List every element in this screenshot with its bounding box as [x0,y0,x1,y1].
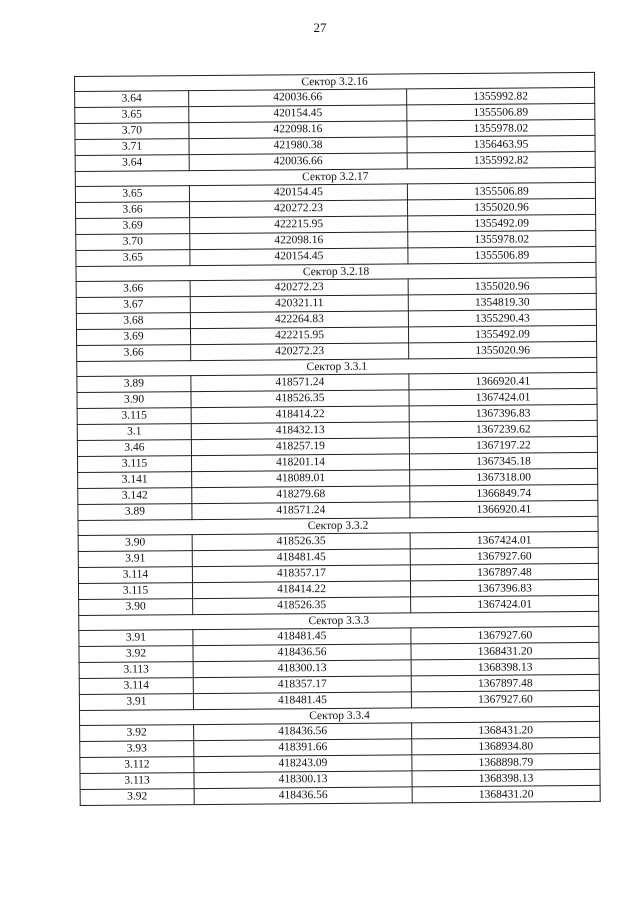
x-coordinate-cell: 420154.45 [189,184,407,202]
x-coordinate-cell: 422215.95 [190,216,408,234]
x-coordinate-cell: 418432.13 [191,422,409,440]
sector-title: Сектор 3.2.16 [75,72,595,91]
x-coordinate-cell: 418436.56 [193,644,411,662]
point-number-cell: 3.64 [75,91,189,108]
x-coordinate-cell: 420272.23 [191,343,409,361]
x-coordinate-cell: 418571.24 [191,374,409,392]
coordinates-table-body [75,72,601,805]
x-coordinate-cell: 420154.45 [189,105,407,123]
point-number-cell: 3.1 [77,424,191,441]
point-number-cell: 3.142 [78,488,192,505]
sector-title: Сектор 3.3.4 [79,706,599,725]
point-number-cell: 3.71 [75,139,189,156]
point-number-cell: 3.92 [80,725,194,742]
point-number-cell: 3.115 [78,583,192,600]
y-coordinate-cell: 1354819.30 [408,293,596,310]
y-coordinate-cell: 1366920.41 [409,372,597,389]
point-number-cell: 3.66 [76,281,190,298]
table-row [80,785,600,805]
point-number-cell: 3.70 [76,234,190,251]
y-coordinate-cell: 1367239.62 [409,420,597,437]
x-coordinate-cell: 418481.45 [192,549,410,567]
y-coordinate-cell: 1355020.96 [408,277,596,294]
y-coordinate-cell: 1367897.48 [410,563,598,580]
point-number-cell: 3.68 [76,313,190,330]
x-coordinate-cell: 418201.14 [191,454,409,472]
y-coordinate-cell: 1367197.22 [409,436,597,453]
point-number-cell: 3.91 [79,694,193,711]
y-coordinate-cell: 1355978.02 [408,230,596,247]
point-number-cell: 3.90 [77,392,191,409]
y-coordinate-cell: 1368398.13 [412,769,600,786]
y-coordinate-cell: 1355020.96 [409,341,597,358]
x-coordinate-cell: 418414.22 [192,581,410,599]
x-coordinate-cell: 418481.45 [193,628,411,646]
point-number-cell: 3.69 [76,218,190,235]
point-number-cell: 3.89 [77,376,191,393]
x-coordinate-cell: 418526.35 [192,533,410,551]
point-number-cell: 3.66 [75,202,189,219]
y-coordinate-cell: 1368431.20 [412,721,600,738]
point-number-cell: 3.64 [75,155,189,172]
point-number-cell: 3.115 [77,408,191,425]
point-number-cell: 3.69 [76,329,190,346]
y-coordinate-cell: 1355506.89 [407,103,595,120]
point-number-cell: 3.67 [76,297,190,314]
y-coordinate-cell: 1355020.96 [407,198,595,215]
y-coordinate-cell: 1367396.83 [410,579,598,596]
coordinates-table [74,72,601,806]
y-coordinate-cell: 1368398.13 [411,658,599,675]
x-coordinate-cell: 420272.23 [189,200,407,218]
x-coordinate-cell: 422098.16 [190,232,408,250]
y-coordinate-cell: 1367927.60 [411,690,599,707]
x-coordinate-cell: 418414.22 [191,406,409,424]
x-coordinate-cell: 418243.09 [194,755,412,773]
point-number-cell: 3.112 [80,757,194,774]
y-coordinate-cell: 1367424.01 [409,388,597,405]
point-number-cell: 3.90 [78,535,192,552]
sector-title: Сектор 3.2.17 [75,167,595,186]
x-coordinate-cell: 418257.19 [191,438,409,456]
point-number-cell: 3.113 [79,662,193,679]
y-coordinate-cell: 1367396.83 [409,404,597,421]
x-coordinate-cell: 421980.38 [189,137,407,155]
y-coordinate-cell: 1366920.41 [410,500,598,517]
x-coordinate-cell: 418300.13 [193,660,411,678]
sector-title: Сектор 3.3.1 [77,357,597,376]
point-number-cell: 3.70 [75,123,189,140]
y-coordinate-cell: 1355992.82 [407,87,595,104]
x-coordinate-cell: 418391.66 [194,739,412,757]
y-coordinate-cell: 1367927.60 [410,547,598,564]
x-coordinate-cell: 418279.68 [192,486,410,504]
y-coordinate-cell: 1355492.09 [408,214,596,231]
x-coordinate-cell: 420036.66 [189,153,407,171]
x-coordinate-cell: 422264.83 [190,311,408,329]
sector-title: Сектор 3.3.2 [78,516,598,535]
point-number-cell: 3.115 [77,456,191,473]
point-number-cell: 3.91 [78,551,192,568]
y-coordinate-cell: 1368934.80 [412,737,600,754]
x-coordinate-cell: 418526.35 [191,390,409,408]
point-number-cell: 3.65 [75,186,189,203]
x-coordinate-cell: 418357.17 [193,676,411,694]
point-number-cell: 3.66 [77,345,191,362]
point-number-cell: 3.46 [77,440,191,457]
y-coordinate-cell: 1368431.20 [411,642,599,659]
x-coordinate-cell: 422215.95 [190,327,408,345]
x-coordinate-cell: 418526.35 [193,597,411,615]
point-number-cell: 3.92 [79,646,193,663]
x-coordinate-cell: 418436.56 [194,787,412,805]
point-number-cell: 3.65 [75,107,189,124]
point-number-cell: 3.93 [80,741,194,758]
point-number-cell: 3.89 [78,504,192,521]
point-number-cell: 3.91 [79,630,193,647]
x-coordinate-cell: 418357.17 [192,565,410,583]
y-coordinate-cell: 1355506.89 [407,182,595,199]
y-coordinate-cell: 1367424.01 [411,595,599,612]
point-number-cell: 3.113 [80,773,194,790]
sector-title: Сектор 3.2.18 [76,262,596,281]
y-coordinate-cell: 1367424.01 [410,531,598,548]
point-number-cell: 3.92 [80,789,194,806]
point-number-cell: 3.65 [76,250,190,267]
x-coordinate-cell: 420321.11 [190,295,408,313]
y-coordinate-cell: 1356463.95 [407,135,595,152]
point-number-cell: 3.90 [79,599,193,616]
point-number-cell: 3.114 [78,567,192,584]
y-coordinate-cell: 1367318.00 [410,468,598,485]
point-number-cell: 3.141 [78,472,192,489]
x-coordinate-cell: 418481.45 [193,692,411,710]
y-coordinate-cell: 1355978.02 [407,119,595,136]
y-coordinate-cell: 1367897.48 [411,674,599,691]
x-coordinate-cell: 418300.13 [194,771,412,789]
x-coordinate-cell: 420036.66 [189,89,407,107]
x-coordinate-cell: 418571.24 [192,502,410,520]
y-coordinate-cell: 1368898.79 [412,753,600,770]
y-coordinate-cell: 1355290.43 [408,309,596,326]
y-coordinate-cell: 1367345.18 [409,452,597,469]
y-coordinate-cell: 1355506.89 [408,246,596,263]
y-coordinate-cell: 1367927.60 [411,626,599,643]
x-coordinate-cell: 420272.23 [190,279,408,297]
x-coordinate-cell: 418089.01 [192,470,410,488]
x-coordinate-cell: 422098.16 [189,121,407,139]
sector-title: Сектор 3.3.3 [79,611,599,630]
x-coordinate-cell: 418436.56 [194,723,412,741]
point-number-cell: 3.114 [79,678,193,695]
page-number: 27 [313,20,327,35]
y-coordinate-cell: 1355992.82 [407,151,595,168]
y-coordinate-cell: 1355492.09 [408,325,596,342]
x-coordinate-cell: 420154.45 [190,248,408,266]
y-coordinate-cell: 1368431.20 [412,785,600,802]
y-coordinate-cell: 1366849.74 [410,484,598,501]
